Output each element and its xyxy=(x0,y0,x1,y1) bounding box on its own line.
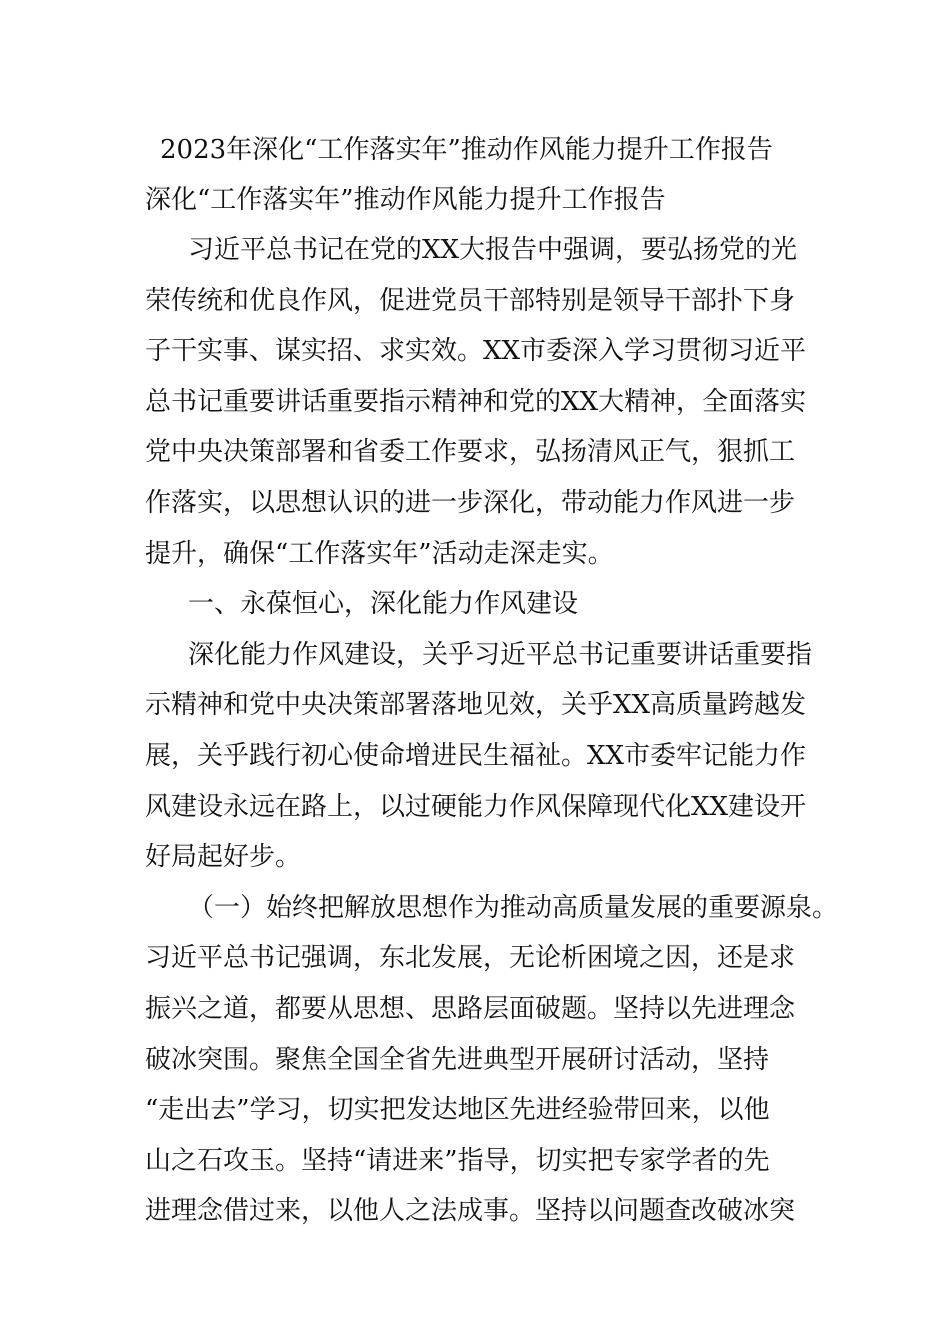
document-body xyxy=(145,225,839,1237)
body-line: （一）始终把解放思想作为推动高质量发展的重要源泉。 xyxy=(188,892,839,923)
body-line: 进理念借过来，以他人之法成事。坚持以问题查改破冰突 xyxy=(145,1196,796,1227)
document-title: 2023年深化“工作落实年”推动作风能力提升工作报告 xyxy=(160,135,773,165)
body-line: “走出去”学习，切实把发达地区先进经验带回来，以他 xyxy=(145,1095,770,1126)
body-line: 荣传统和优良作风，促进党员干部特别是领导干部扑下身 xyxy=(145,285,796,316)
body-line: 党中央决策部署和省委工作要求，弘扬清风正气，狠抓工 xyxy=(145,437,796,468)
body-line: 深化能力作风建设，关乎习近平总书记重要讲话重要指 xyxy=(188,639,813,670)
document-subtitle: 深化“工作落实年”推动作风能力提升工作报告 xyxy=(145,185,666,215)
body-line: 作落实，以思想认识的进一步深化，带动能力作风进一步 xyxy=(145,487,796,518)
body-line: 好局起好步。 xyxy=(145,842,302,873)
body-line: 子干实事、谋实招、求实效。XX市委深入学习贯彻习近平 xyxy=(145,336,807,367)
body-line: 习近平总书记强调，东北发展，无论析困境之因，还是求 xyxy=(145,943,796,974)
body-line: 风建设永远在路上，以过硬能力作风保障现代化XX建设开 xyxy=(145,791,807,822)
body-line: 示精神和党中央决策部署落地见效，关乎XX高质量跨越发 xyxy=(145,690,807,721)
body-line: 提升，确保“工作落实年”活动走深走实。 xyxy=(145,538,614,569)
body-line: 山之石攻玉。坚持“请进来”指导，切实把专家学者的先 xyxy=(145,1145,770,1176)
body-line: 破冰突围。聚焦全国全省先进典型开展研讨活动，坚持 xyxy=(145,1044,770,1075)
body-line: 振兴之道，都要从思想、思路层面破题。坚持以先进理念 xyxy=(145,993,796,1024)
body-line: 习近平总书记在党的XX大报告中强调，要弘扬党的光 xyxy=(188,235,798,265)
body-line: 一、永葆恒心，深化能力作风建设 xyxy=(188,589,579,620)
body-line: 展，关乎践行初心使命增进民生福祉。XX市委牢记能力作 xyxy=(145,740,807,771)
body-line: 总书记重要讲话重要指示精神和党的XX大精神，全面落实 xyxy=(145,386,807,417)
